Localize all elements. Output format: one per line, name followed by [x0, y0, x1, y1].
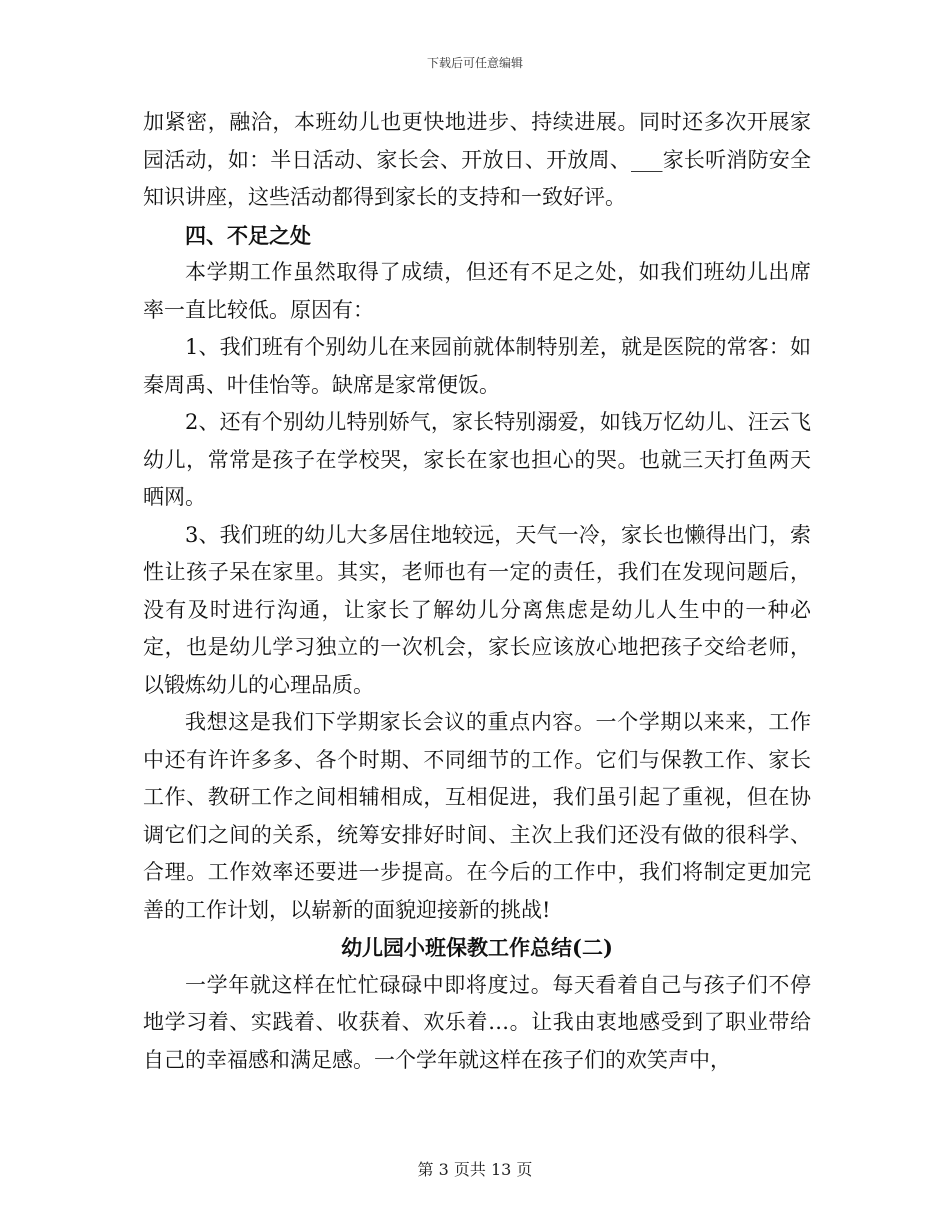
section-heading: 四、不足之处	[185, 222, 311, 248]
page-number: 第 3 页共 13 页	[417, 1160, 533, 1179]
paragraph-new-intro: 一学年就这样在忙忙碌碌中即将度过。每天看着自己与孩子们不停地学习着、实践着、收获着、欢乐着…。让我由衷地感受到了职业带给自己的幸福感和满足感。一个学年就这样在孩子们的欢笑声中，	[143, 972, 811, 1072]
paragraph-closing: 我想这是我们下学期家长会议的重点内容。一个学期以来来，工作中还有许许多多、各个时期、不同细节的工作。它们与保教工作、家长工作、教研工作之间相辅相成，互相促进，我们虽引起了重视，但在协调它们之间的关系，统筹安排好时间、主次上我们还没有做的很科学、合理。工作效率还要进一步提高。在今后的工作中，我们将制定更加完善的工作计划，以崭新的面貌迎接新的挑战!	[143, 710, 811, 922]
paragraph-item-1: 1、我们班有个别幼儿在来园前就体制特别差，就是医院的常客：如秦周禹、叶佳怡等。缺席是家常便饭。	[143, 335, 811, 397]
paragraph-continued: 加紧密，融洽，本班幼儿也更快地进步、持续进展。同时还多次开展家园活动，如：半日活动、家长会、开放日、开放周、___家长听消防安全知识讲座，这些活动都得到家长的支持和一致好评。	[143, 110, 811, 209]
paragraph-intro: 本学期工作虽然取得了成绩，但还有不足之处，如我们班幼儿出席率一直比较低。原因有：	[143, 260, 811, 322]
document-title: 幼儿园小班保教工作总结(二)	[341, 935, 613, 960]
paragraph-item-3: 3、我们班的幼儿大多居住地较远，天气一冷，家长也懒得出门，索性让孩子呆在家里。其实，老师也有一定的责任，我们在发现问题后，没有及时进行沟通，让家长了解幼儿分离焦虑是幼儿人生中的一种必定，也是幼儿学习独立的一次机会，家长应该放心地把孩子交给老师，以锻炼幼儿的心理品质。	[143, 522, 811, 697]
paragraph-item-2: 2、还有个别幼儿特别娇气，家长特别溺爱，如钱万忆幼儿、汪云飞幼儿，常常是孩子在学校哭，家长在家也担心的哭。也就三天打鱼两天晒网。	[143, 410, 811, 509]
document-body	[143, 104, 811, 1079]
header-note: 下载后可任意编辑	[426, 56, 523, 70]
